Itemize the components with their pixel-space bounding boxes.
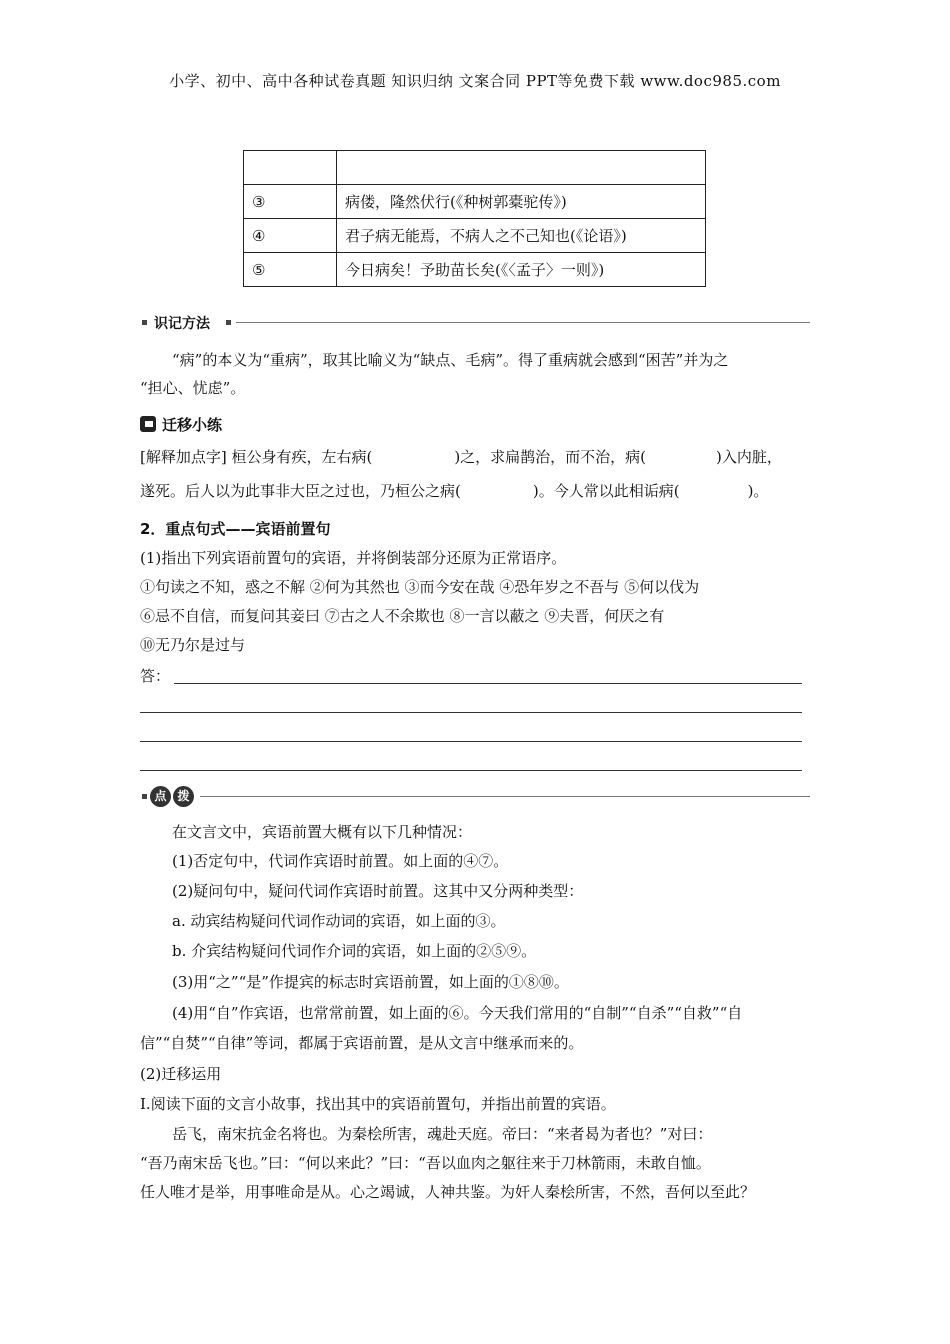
transfer-title: (2)迁移运用 <box>140 1065 222 1083</box>
table-row <box>244 151 706 185</box>
practice-header <box>140 415 222 435</box>
section2-title: 2．重点句式——宾语前置句 <box>140 520 331 538</box>
tip-icon-dian: 点 <box>150 786 171 807</box>
square-bullet-icon <box>142 320 147 325</box>
method-text-line2: “担心、忧虑”。 <box>140 379 246 397</box>
example-table <box>243 150 706 287</box>
section-method-header <box>140 313 810 333</box>
table-cell-num: ④ <box>244 219 337 253</box>
table-row <box>244 219 706 253</box>
tip-line4: b. 介宾结构疑问代词作介词的宾语，如上面的②⑤⑨。 <box>172 942 537 960</box>
practice-text: )入内脏， <box>716 448 782 466</box>
square-bullet-icon <box>142 794 147 799</box>
practice-text: )。今人常以此相诟病( <box>532 482 680 500</box>
answer-label: 答： <box>140 667 171 685</box>
tip-line7: 信”“自焚”“自律”等词，都属于宾语前置，是从文言中继承而来的。 <box>140 1034 584 1052</box>
divider-line <box>236 322 810 323</box>
section2-question: (1)指出下列宾语前置句的宾语，并将倒装部分还原为正常语序。 <box>140 549 567 567</box>
practice-line1 <box>140 447 782 467</box>
tip-intro: 在文言文中，宾语前置大概有以下几种情况： <box>172 823 473 841</box>
method-text-line1: “病”的本义为“重病”，取其比喻义为“缺点、毛病”。得了重病就会感到“困苦”并为之 <box>172 351 729 369</box>
table-cell-num: ③ <box>244 185 337 219</box>
table-cell-text: 今日病矣！予助苗长矣(《〈孟子〉一则》) <box>337 253 706 287</box>
table-cell-text: 君子病无能焉，不病人之不己知也(《论语》) <box>337 219 706 253</box>
practice-title: 迁移小练 <box>162 416 223 434</box>
answer-line[interactable] <box>140 770 802 771</box>
page-header: 小学、初中、高中各种试卷真题 知识归纳 文案合同 PPT等免费下载 www.doc985.com <box>169 72 781 90</box>
square-bullet-icon <box>226 320 231 325</box>
section-method-title: 识记方法 <box>154 316 210 332</box>
answer-line[interactable] <box>174 683 802 684</box>
practice-text: )之，求扁鹊治，而不治，病( <box>454 448 647 466</box>
table-row <box>244 253 706 287</box>
tip-icon-bo: 拨 <box>173 786 194 807</box>
tip-line1: (1)否定句中，代词作宾语时前置。如上面的④⑦。 <box>172 852 509 870</box>
tip-line3: a. 动宾结构疑问代词作动词的宾语，如上面的③。 <box>172 912 506 930</box>
practice-icon <box>140 416 156 432</box>
story-line2: “吾乃南宋岳飞也。”曰：“何以来此？”曰：“吾以血肉之躯往来于刀林箭雨，未敢自恤。 <box>140 1154 711 1172</box>
table-cell-num <box>244 151 337 185</box>
story-line1: 岳飞，南宋抗金名将也。为秦桧所害，魂赴天庭。帝曰：“来者曷为者也？”对曰： <box>172 1125 713 1143</box>
tip-line6: (4)用“自”作宾语，也常常前置，如上面的⑥。今天我们常用的“自制”“自杀”“自救”“自 <box>172 1004 743 1022</box>
table-row <box>244 185 706 219</box>
section2-items-line2: ⑥忌不自信，而复问其妾曰 ⑦古之人不余欺也 ⑧一言以蔽之 ⑨夫晋，何厌之有 <box>140 607 665 625</box>
practice-line2 <box>140 481 768 501</box>
divider-line <box>200 796 810 797</box>
practice-text: [解释加点字] 桓公身有疾，左右病( <box>140 448 373 466</box>
practice-text: )。 <box>747 482 769 500</box>
tip-header <box>140 786 810 808</box>
tip-line5: (3)用“之”“是”作提宾的标志时宾语前置，如上面的①⑧⑩。 <box>172 973 569 991</box>
table-cell-num: ⑤ <box>244 253 337 287</box>
transfer-task: Ⅰ.阅读下面的文言小故事，找出其中的宾语前置句，并指出前置的宾语。 <box>140 1095 616 1113</box>
table-cell-text: 病偻，隆然伏行(《种树郭橐驼传》) <box>337 185 706 219</box>
answer-line[interactable] <box>140 712 802 713</box>
table-cell-text <box>337 151 706 185</box>
practice-text: 遂死。后人以为此事非大臣之过也，乃桓公之病( <box>140 482 461 500</box>
answer-line[interactable] <box>140 741 802 742</box>
section2-items-line3: ⑩无乃尔是过与 <box>140 636 246 654</box>
tip-line2: (2)疑问句中，疑问代词作宾语时前置。这其中又分两种类型： <box>172 882 584 900</box>
section2-items-line1: ①句读之不知，惑之不解 ②何为其然也 ③而今安在哉 ④恐年岁之不吾与 ⑤何以伐为 <box>140 578 700 596</box>
story-line3: 任人唯才是举，用事唯命是从。心之竭诚，人神共鉴。为奸人秦桧所害，不然，吾何以至此？ <box>140 1183 756 1201</box>
